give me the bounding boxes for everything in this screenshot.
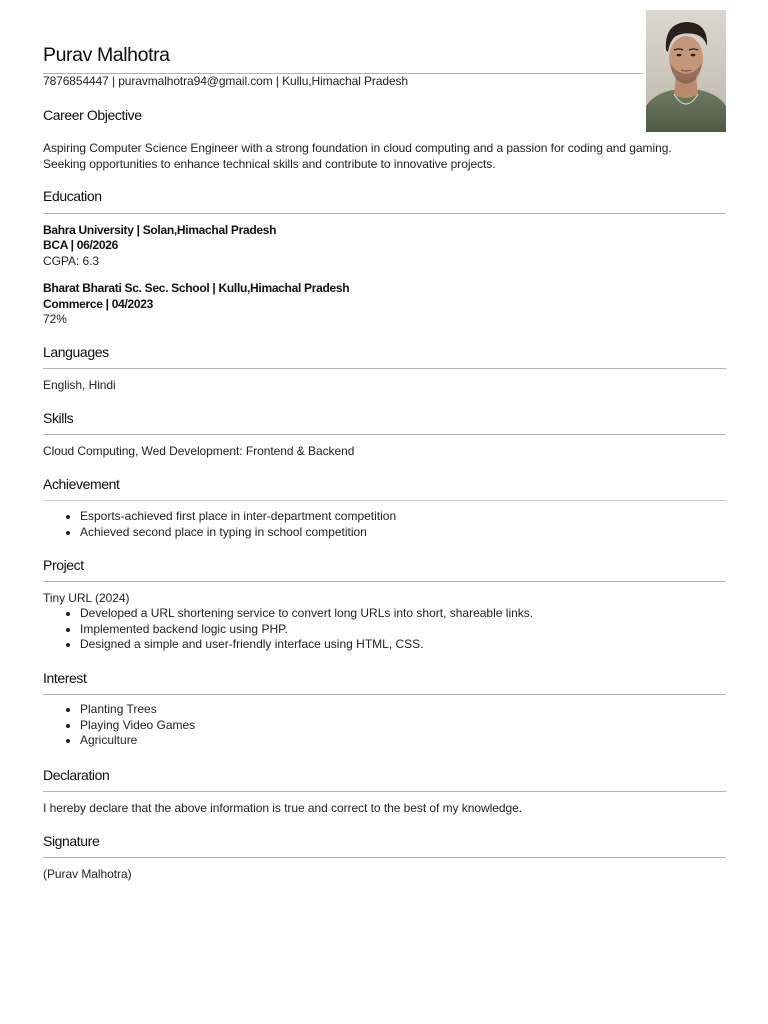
- candidate-name: Purav Malhotra: [43, 44, 170, 66]
- project-heading: Project: [43, 557, 84, 573]
- achievement-heading: Achievement: [43, 476, 120, 492]
- skills-heading: Skills: [43, 410, 74, 426]
- project-name: Tiny URL (2024): [43, 591, 130, 605]
- interest-heading: Interest: [43, 670, 87, 686]
- education-2-degree: Commerce | 04/2023: [43, 297, 154, 311]
- achievement-divider: [43, 500, 726, 501]
- interest-item: • Playing Video Games: [80, 718, 195, 734]
- project-detail-item: • Implemented backend logic using PHP.: [80, 622, 533, 638]
- achievement-item: • Esports-achieved first place in inter-department competition: [80, 509, 396, 525]
- project-details-list: [43, 606, 533, 653]
- education-2-score: 72%: [43, 312, 67, 326]
- profile-photo: [646, 10, 726, 132]
- project-detail-item: • Developed a URL shortening service to convert long URLs into short, shareable links.: [80, 606, 533, 622]
- languages-heading: Languages: [43, 344, 109, 360]
- languages-text: English, Hindi: [43, 378, 116, 392]
- career-objective-line-2: Seeking opportunities to enhance technical skills and contribute to innovative projects.: [43, 157, 496, 171]
- declaration-text: I hereby declare that the above information is true and correct to the best of my knowledge.: [43, 801, 523, 815]
- education-2-institution: Bharat Bharati Sc. Sec. School | Kullu,Himachal Pradesh: [43, 281, 350, 295]
- signature-heading: Signature: [43, 833, 100, 849]
- languages-divider: [43, 368, 726, 369]
- career-objective-heading: Career Objective: [43, 107, 142, 123]
- project-divider: [43, 581, 726, 582]
- interest-item: • Agriculture: [80, 733, 195, 749]
- education-1-score: CGPA: 6.3: [43, 254, 100, 268]
- career-objective-line-1: Aspiring Computer Science Engineer with a strong foundation in cloud computing and a passion for coding and gaming.: [43, 141, 672, 155]
- signature-text: (Purav Malhotra): [43, 867, 132, 881]
- project-detail-item: • Designed a simple and user-friendly interface using HTML, CSS.: [80, 637, 533, 653]
- contact-info: 7876854447 | puravmalhotra94@gmail.com | Kullu,Himachal Pradesh: [43, 74, 408, 88]
- education-heading: Education: [43, 188, 102, 204]
- achievement-item: • Achieved second place in typing in school competition: [80, 525, 396, 541]
- education-1-degree: BCA | 06/2026: [43, 238, 119, 252]
- education-divider: [43, 213, 726, 214]
- skills-text: Cloud Computing, Wed Development: Frontend & Backend: [43, 444, 355, 458]
- interest-list: [43, 702, 195, 749]
- skills-divider: [43, 434, 726, 435]
- achievement-list: [43, 509, 396, 540]
- education-1-institution: Bahra University | Solan,Himachal Pradesh: [43, 223, 277, 237]
- declaration-heading: Declaration: [43, 767, 110, 783]
- declaration-divider: [43, 791, 726, 792]
- profile-photo-image: [646, 10, 726, 132]
- signature-divider: [43, 857, 726, 858]
- interest-item: • Planting Trees: [80, 702, 195, 718]
- interest-divider: [43, 694, 726, 695]
